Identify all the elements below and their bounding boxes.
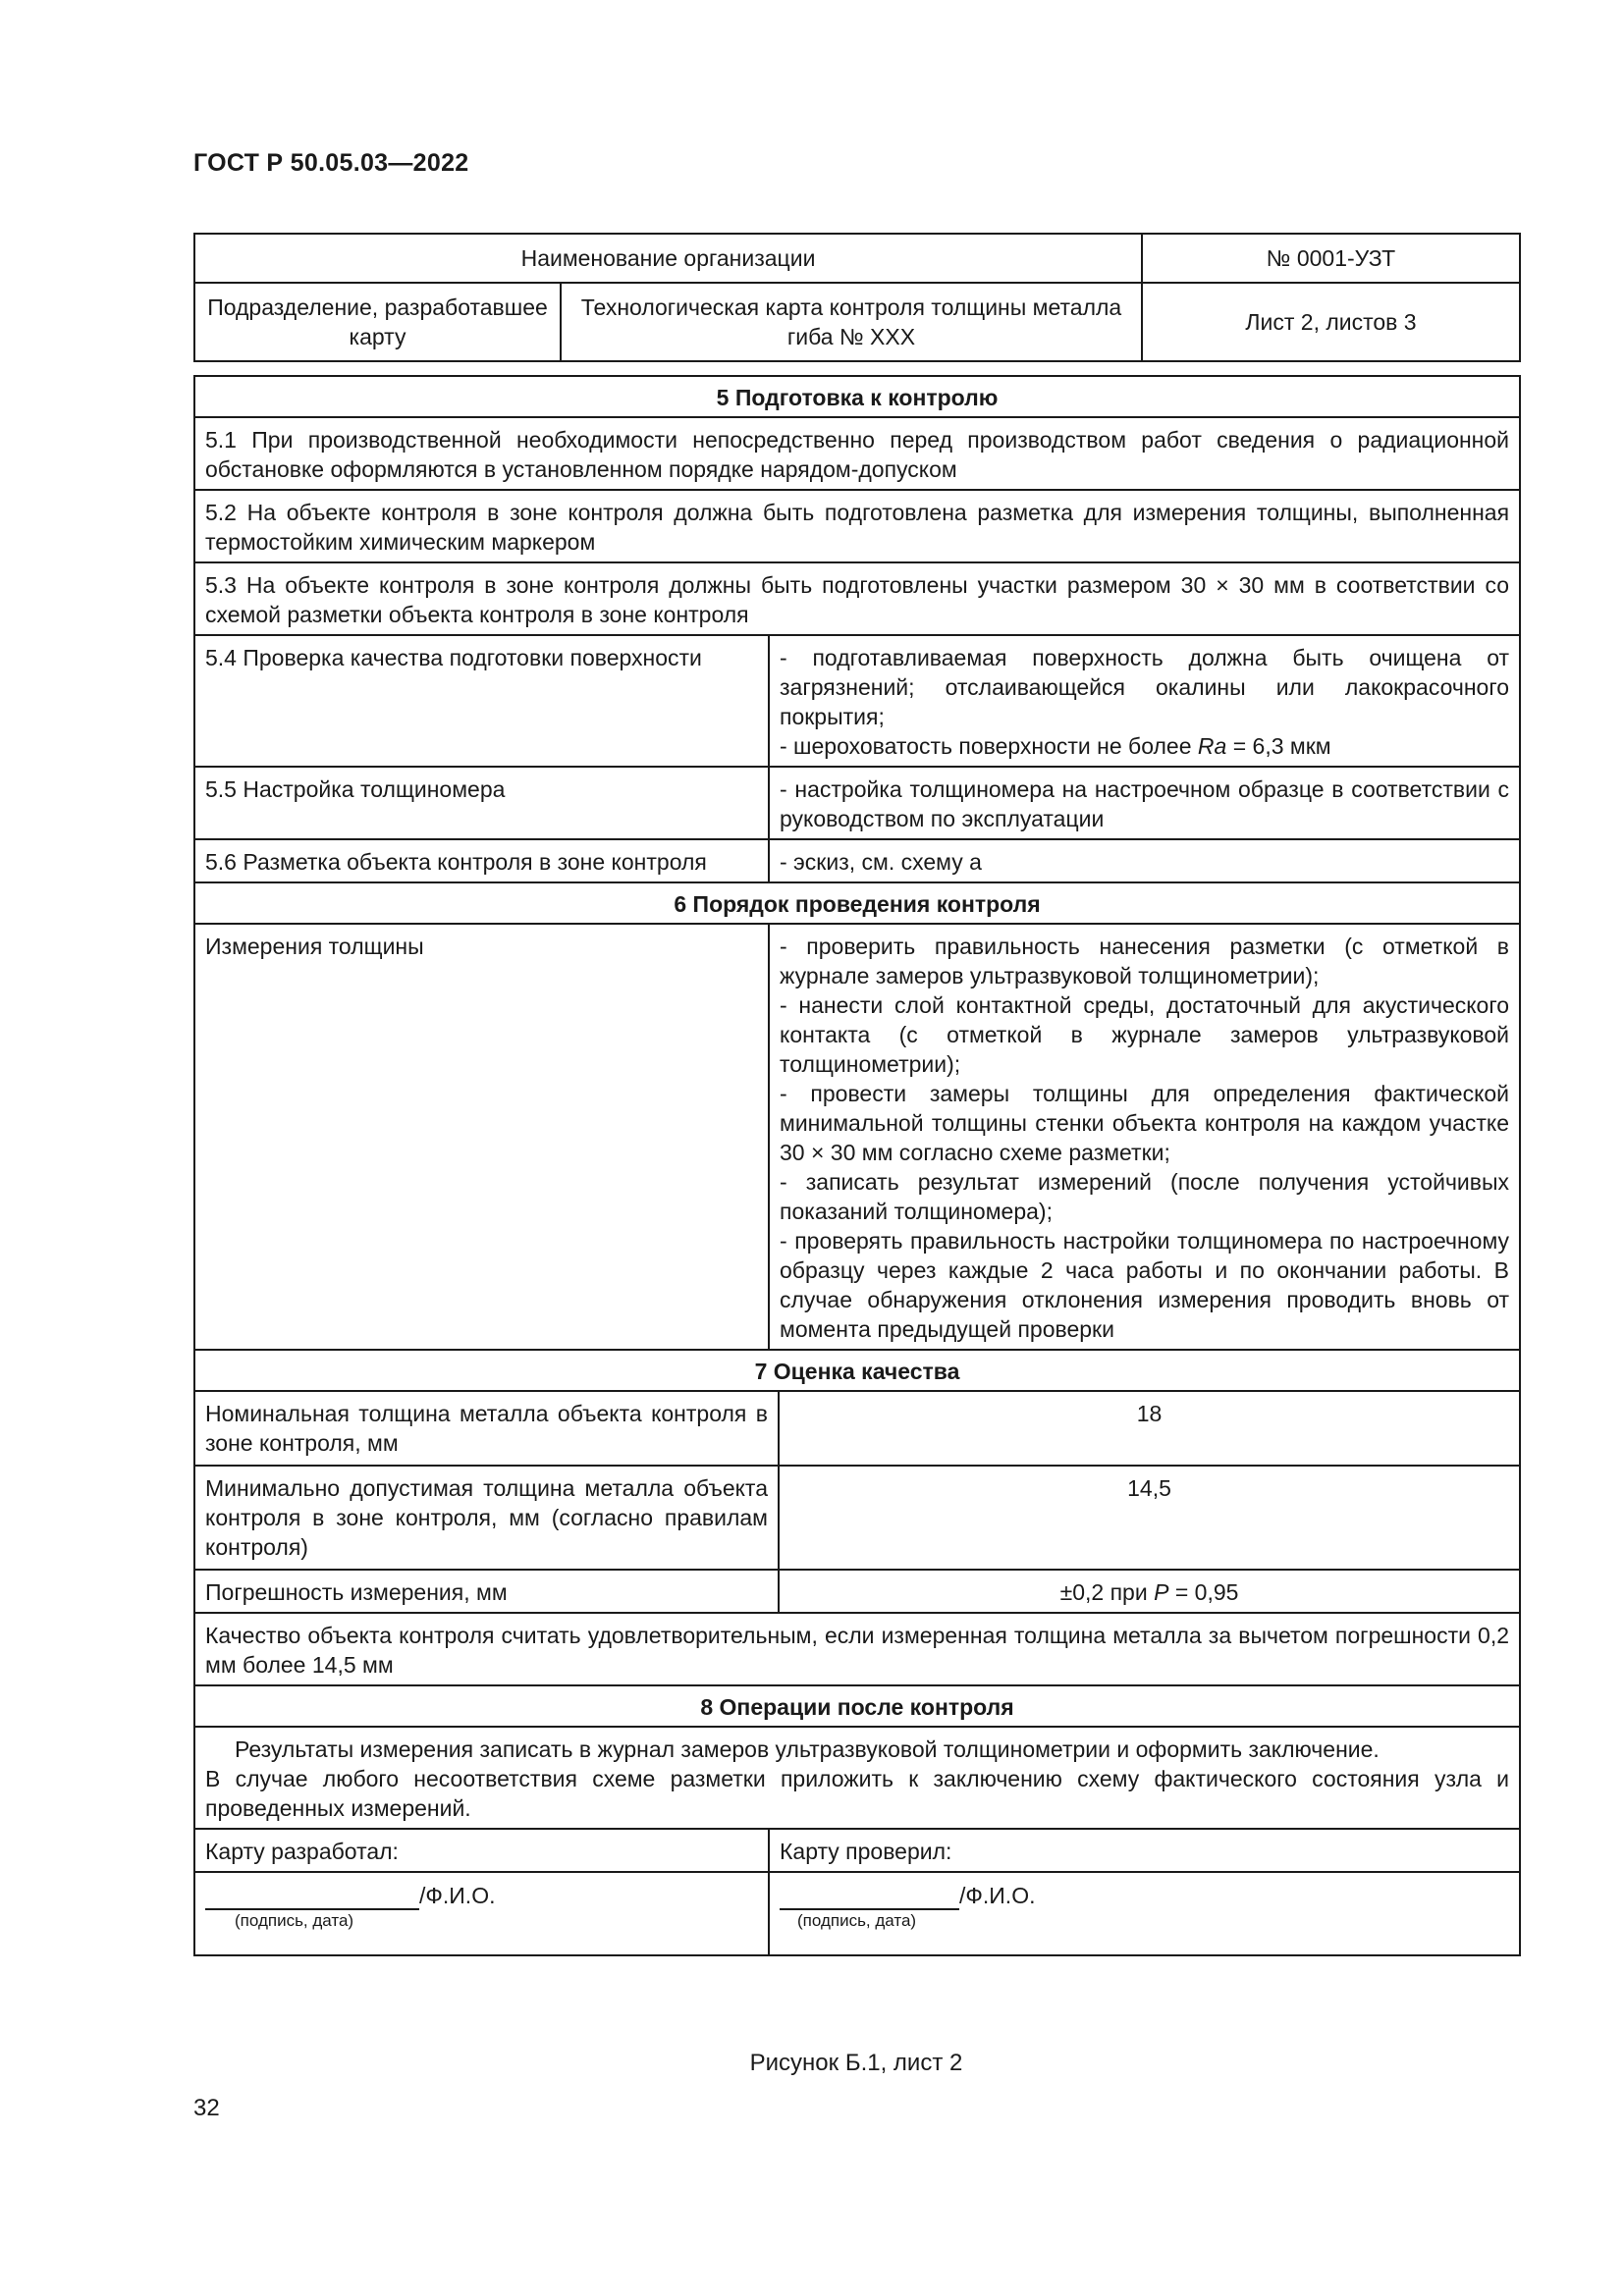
process-card-table <box>193 375 1521 1956</box>
section-7-header <box>194 1350 1520 1391</box>
department: Подразделение, разработавшее карту <box>194 283 561 361</box>
row-5-6 <box>194 839 1520 882</box>
measurement-step: - записать результат измерений (после получения устойчивых показаний толщиномера); <box>780 1169 1510 1224</box>
operations-line-1: Результаты измерения записать в журнал замеров ультразвуковой толщинометрии и оформить заключение. <box>235 1736 1380 1762</box>
row-5-1 <box>194 417 1520 490</box>
section-5-header <box>194 376 1520 417</box>
row-7-note <box>194 1613 1520 1685</box>
row-7-nominal <box>194 1391 1520 1466</box>
section-6-title: 6 Порядок проведения контроля <box>194 882 1520 924</box>
row-5-4 <box>194 635 1520 767</box>
item-5-4-value <box>769 635 1520 767</box>
error-text: ±0,2 при <box>1059 1579 1155 1605</box>
item-5-4-label: 5.4 Проверка качества подготовки поверхности <box>194 635 769 767</box>
developed-by-label: Карту разработал: <box>194 1829 769 1872</box>
min-thickness-label: Минимально допустимая толщина металла объекта контроля в зоне контроля, мм (согласно правилам контроля) <box>194 1466 779 1570</box>
section-8-header <box>194 1685 1520 1727</box>
measurement-steps <box>769 924 1520 1350</box>
row-7-error <box>194 1570 1520 1613</box>
nominal-thickness-label: Номинальная толщина металла объекта контроля в зоне контроля, мм <box>194 1391 779 1466</box>
figure-caption: Рисунок Б.1, лист 2 <box>749 2050 963 2076</box>
row-8-text <box>194 1727 1520 1829</box>
signature-labels-row <box>194 1829 1520 1872</box>
organization-name: Наименование организации <box>194 234 1142 283</box>
section-7-title: 7 Оценка качества <box>194 1350 1520 1391</box>
header-row-1 <box>194 234 1520 283</box>
measurement-error-label: Погрешность измерения, мм <box>194 1570 779 1613</box>
section-8-title: 8 Операции после контроля <box>194 1685 1520 1727</box>
signature-hint: (подпись, дата) <box>797 1911 917 1930</box>
nominal-thickness-value: 18 <box>779 1391 1520 1466</box>
signature-line <box>205 1885 419 1910</box>
probability-value: = 0,95 <box>1168 1579 1239 1605</box>
roughness-text: - шероховатость поверхности не более <box>780 733 1198 759</box>
item-5-1: 5.1 При производственной необходимости непосредственно перед производством работ сведения о радиационной обстановке оформляются в установленном порядке нарядом-допуском <box>194 417 1520 490</box>
item-5-5-value: - настройка толщиномера на настроечном образце в соответствии с руководством по эксплуатации <box>769 767 1520 839</box>
page-number: 32 <box>193 2095 220 2121</box>
row-5-3 <box>194 562 1520 635</box>
measurement-step: - провести замеры толщины для определения фактической минимальной толщины стенки объекта контроля на каждом участке 30 × 30 мм согласно схеме разметки; <box>780 1081 1510 1165</box>
item-5-6-value: - эскиз, см. схему а <box>769 839 1520 882</box>
roughness-symbol: Ra <box>1197 733 1227 759</box>
developer-signature <box>194 1872 769 1955</box>
checked-by-label: Карту проверил: <box>769 1829 1520 1872</box>
probability-symbol: P <box>1154 1579 1169 1605</box>
row-5-5 <box>194 767 1520 839</box>
item-5-4-requirement-2 <box>780 731 1509 761</box>
signature-line <box>780 1885 959 1910</box>
item-5-4-requirement-1: - подготавливаемая поверхность должна быть очищена от загрязнений; отслаивающейся окалины или лакокрасочного покрытия; <box>780 645 1510 729</box>
row-6-1 <box>194 924 1520 1350</box>
operations-line-2: В случае любого несоответствия схеме разметки приложить к заключению схему фактического состояния узла и проведенных измерений. <box>205 1766 1510 1821</box>
measurement-step: - проверять правильность настройки толщиномера по настроечному образцу через каждые 2 часа работы и по окончании работы. В случае обнаружения отклонения измерения проводить вновь от момента предыдущей проверки <box>780 1228 1510 1342</box>
thickness-measurement-label: Измерения толщины <box>194 924 769 1350</box>
sheet-info: Лист 2, листов 3 <box>1142 283 1520 361</box>
item-5-5-label: 5.5 Настройка толщиномера <box>194 767 769 839</box>
document-number: № 0001-УЗТ <box>1142 234 1520 283</box>
measurement-step: - нанести слой контактной среды, достаточный для акустического контакта (с отметкой в журнале замеров ультразвуковой толщинометрии); <box>780 992 1510 1077</box>
section-6-header <box>194 882 1520 924</box>
roughness-value: = 6,3 мкм <box>1226 733 1331 759</box>
post-control-operations <box>194 1727 1520 1829</box>
card-title: Технологическая карта контроля толщины металла гиба № XXX <box>561 283 1142 361</box>
document-code: ГОСТ Р 50.05.03—2022 <box>193 149 469 177</box>
quality-criterion: Качество объекта контроля считать удовлетворительным, если измеренная толщина металла за вычетом погрешности 0,2 мм более 14,5 мм <box>194 1613 1520 1685</box>
header-row-2 <box>194 283 1520 361</box>
fio-label: /Ф.И.О. <box>959 1883 1036 1908</box>
item-5-6-label: 5.6 Разметка объекта контроля в зоне контроля <box>194 839 769 882</box>
header-table <box>193 233 1521 362</box>
fio-label: /Ф.И.О. <box>419 1883 496 1908</box>
signature-fields-row <box>194 1872 1520 1955</box>
measurement-error-value <box>779 1570 1520 1613</box>
checker-signature <box>769 1872 1520 1955</box>
measurement-step: - проверить правильность нанесения разметки (с отметкой в журнале замеров ультразвуковой толщинометрии); <box>780 934 1510 988</box>
item-5-3: 5.3 На объекте контроля в зоне контроля должны быть подготовлены участки размером 30 × 30 мм в соответствии со схемой разметки объекта контроля в зоне контроля <box>194 562 1520 635</box>
item-5-2: 5.2 На объекте контроля в зоне контроля должна быть подготовлена разметка для измерения толщины, выполненная термостойким химическим маркером <box>194 490 1520 562</box>
min-thickness-value: 14,5 <box>779 1466 1520 1570</box>
row-7-minimum <box>194 1466 1520 1570</box>
row-5-2 <box>194 490 1520 562</box>
signature-hint: (подпись, дата) <box>235 1911 354 1930</box>
section-5-title: 5 Подготовка к контролю <box>194 376 1520 417</box>
